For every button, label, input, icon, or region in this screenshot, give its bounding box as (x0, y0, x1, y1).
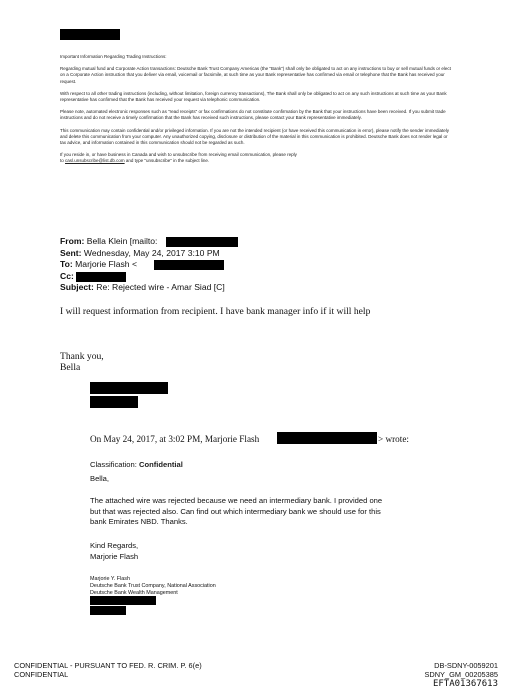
redaction-reply-2 (90, 396, 138, 408)
sent-value: Wednesday, May 24, 2017 3:10 PM (83, 247, 220, 258)
subject-row (60, 282, 460, 294)
sent-row (60, 248, 460, 260)
disclaimer-para-5-pre: to (60, 158, 66, 164)
reply-body: I will request information from recipient. I have bank manager info if it will help (60, 306, 371, 317)
from-label: From: (60, 236, 85, 246)
to-label: To: (60, 259, 73, 269)
unsubscribe-link[interactable]: casl.unsubscribe@list.db.com (65, 158, 125, 164)
quoted-body-line-2: but that was rejected also. Can find out which intermediary bank we should use for this (90, 506, 381, 516)
to-row (60, 259, 460, 271)
footer-left (14, 661, 202, 679)
disclaimer-para-2: With respect to all other trading instructions (including, without limitation, foreign currency transactions), The Bank shall only be obligated to act on any such instructions at such time as your Bank representative has confirmed that the Bank has received your request via telephonic communication. (60, 90, 447, 103)
disclaimer-para-3: Please note, automated electronic responses such as "read receipts" or fax confirmations do not constitute confirmation by the Bank that your instructions have been received. If you submit trade instructions and do not receive a timely confirmation that the Bank has received such instructions, please contact your Bank representative immediately. (60, 109, 446, 121)
classification-label: Classification: (90, 460, 139, 469)
classification-value: Confidential (138, 460, 183, 469)
cc-label: Cc: (60, 270, 74, 281)
reply-closing: Thank you, (60, 351, 104, 362)
redaction-from-email (166, 237, 238, 247)
sent-label: Sent: (60, 247, 82, 258)
email-header (60, 236, 460, 294)
redaction-to-email (154, 260, 224, 270)
quoted-body-line-1: The attached wire was rejected because we need an intermediary bank. I provided one (90, 496, 383, 505)
footer-bates-2: SDNY_GM_00205385 (424, 670, 498, 679)
disclaimer-para-5 (60, 152, 452, 164)
footer-efta: EFTA01367613 (432, 679, 498, 689)
regards-text: Kind Regards, (90, 541, 139, 550)
disclaimer-block (60, 54, 452, 165)
disclaimer-para-1: Regarding mutual fund and Corporate Action transactions: Deutsche Bank Trust Company Americas (the "Bank") shall only be obligated to act on any instructions to buy or sell mutual funds or elect on a Corporate Action instruction that you deliver via email, voicemail or facsimile, at such time as your Bank representative has confirmed via email or telephone that the Bank has received your request. (60, 66, 451, 84)
redaction-top (60, 29, 120, 40)
from-row (60, 236, 460, 248)
from-value[interactable]: Bella Klein [mailto: (86, 236, 158, 246)
footer-right (424, 661, 498, 689)
signature-block (90, 576, 216, 596)
footer-left-line-1: CONFIDENTIAL - PURSUANT TO FED. R. CRIM. P. 6(e) (14, 661, 202, 670)
quoted-intro-text: On May 24, 2017, at 3:02 PM, Marjorie Flash (90, 434, 260, 444)
footer-bates-1: DB-SDNY-0059201 (434, 661, 498, 670)
footer-left-line-2: CONFIDENTIAL (14, 670, 69, 679)
subject-label: Subject: (60, 282, 94, 292)
signature-division: Deutsche Bank Wealth Management (90, 589, 178, 596)
disclaimer-title: Important Information Regarding Trading Instructions: (60, 54, 167, 59)
quoted-intro-end: > wrote: (378, 434, 409, 444)
to-value[interactable]: Marjorie Flash < (75, 259, 137, 269)
quoted-body-line-3: bank Emirates NBD. Thanks. (90, 517, 188, 526)
quoted-regards (90, 541, 138, 562)
redaction-signature-2 (90, 606, 126, 615)
redaction-quoted-email (277, 432, 377, 444)
regards-name: Marjorie Flash (90, 551, 139, 561)
disclaimer-para-5-post: and type "unsubscribe" in the subject line. (124, 158, 210, 164)
redaction-reply-1 (90, 382, 168, 394)
disclaimer-para-5-line1: If you reside in, or have business in Canada and wish to unsubscribe from receiving email communication, please reply (60, 152, 297, 158)
redaction-signature-1 (90, 596, 156, 605)
disclaimer-para-4: This communication may contain confidential and/or privileged information. If you are not the intended recipient (or have received this communication in error), please notify the sender immediately and delete this communication from your computer. Any unauthorized copying, disclosure or distribution of the material in this communication is prohibited. Deutsche Bank does not render legal or tax advice, and information contained in this communication should not be regarded as such. (60, 127, 449, 146)
signature-name: Marjorie Y. Flash (90, 576, 130, 582)
classification-line (90, 460, 183, 471)
quoted-body (90, 496, 430, 528)
quoted-intro (90, 434, 259, 444)
signature-company: Deutsche Bank Trust Company, National Association (90, 582, 216, 589)
reply-signoff-name: Bella (60, 362, 81, 373)
redaction-cc (76, 272, 126, 282)
subject-value: Re: Rejected wire - Amar Siad [C] (96, 282, 225, 292)
quoted-greeting: Bella, (90, 474, 109, 483)
